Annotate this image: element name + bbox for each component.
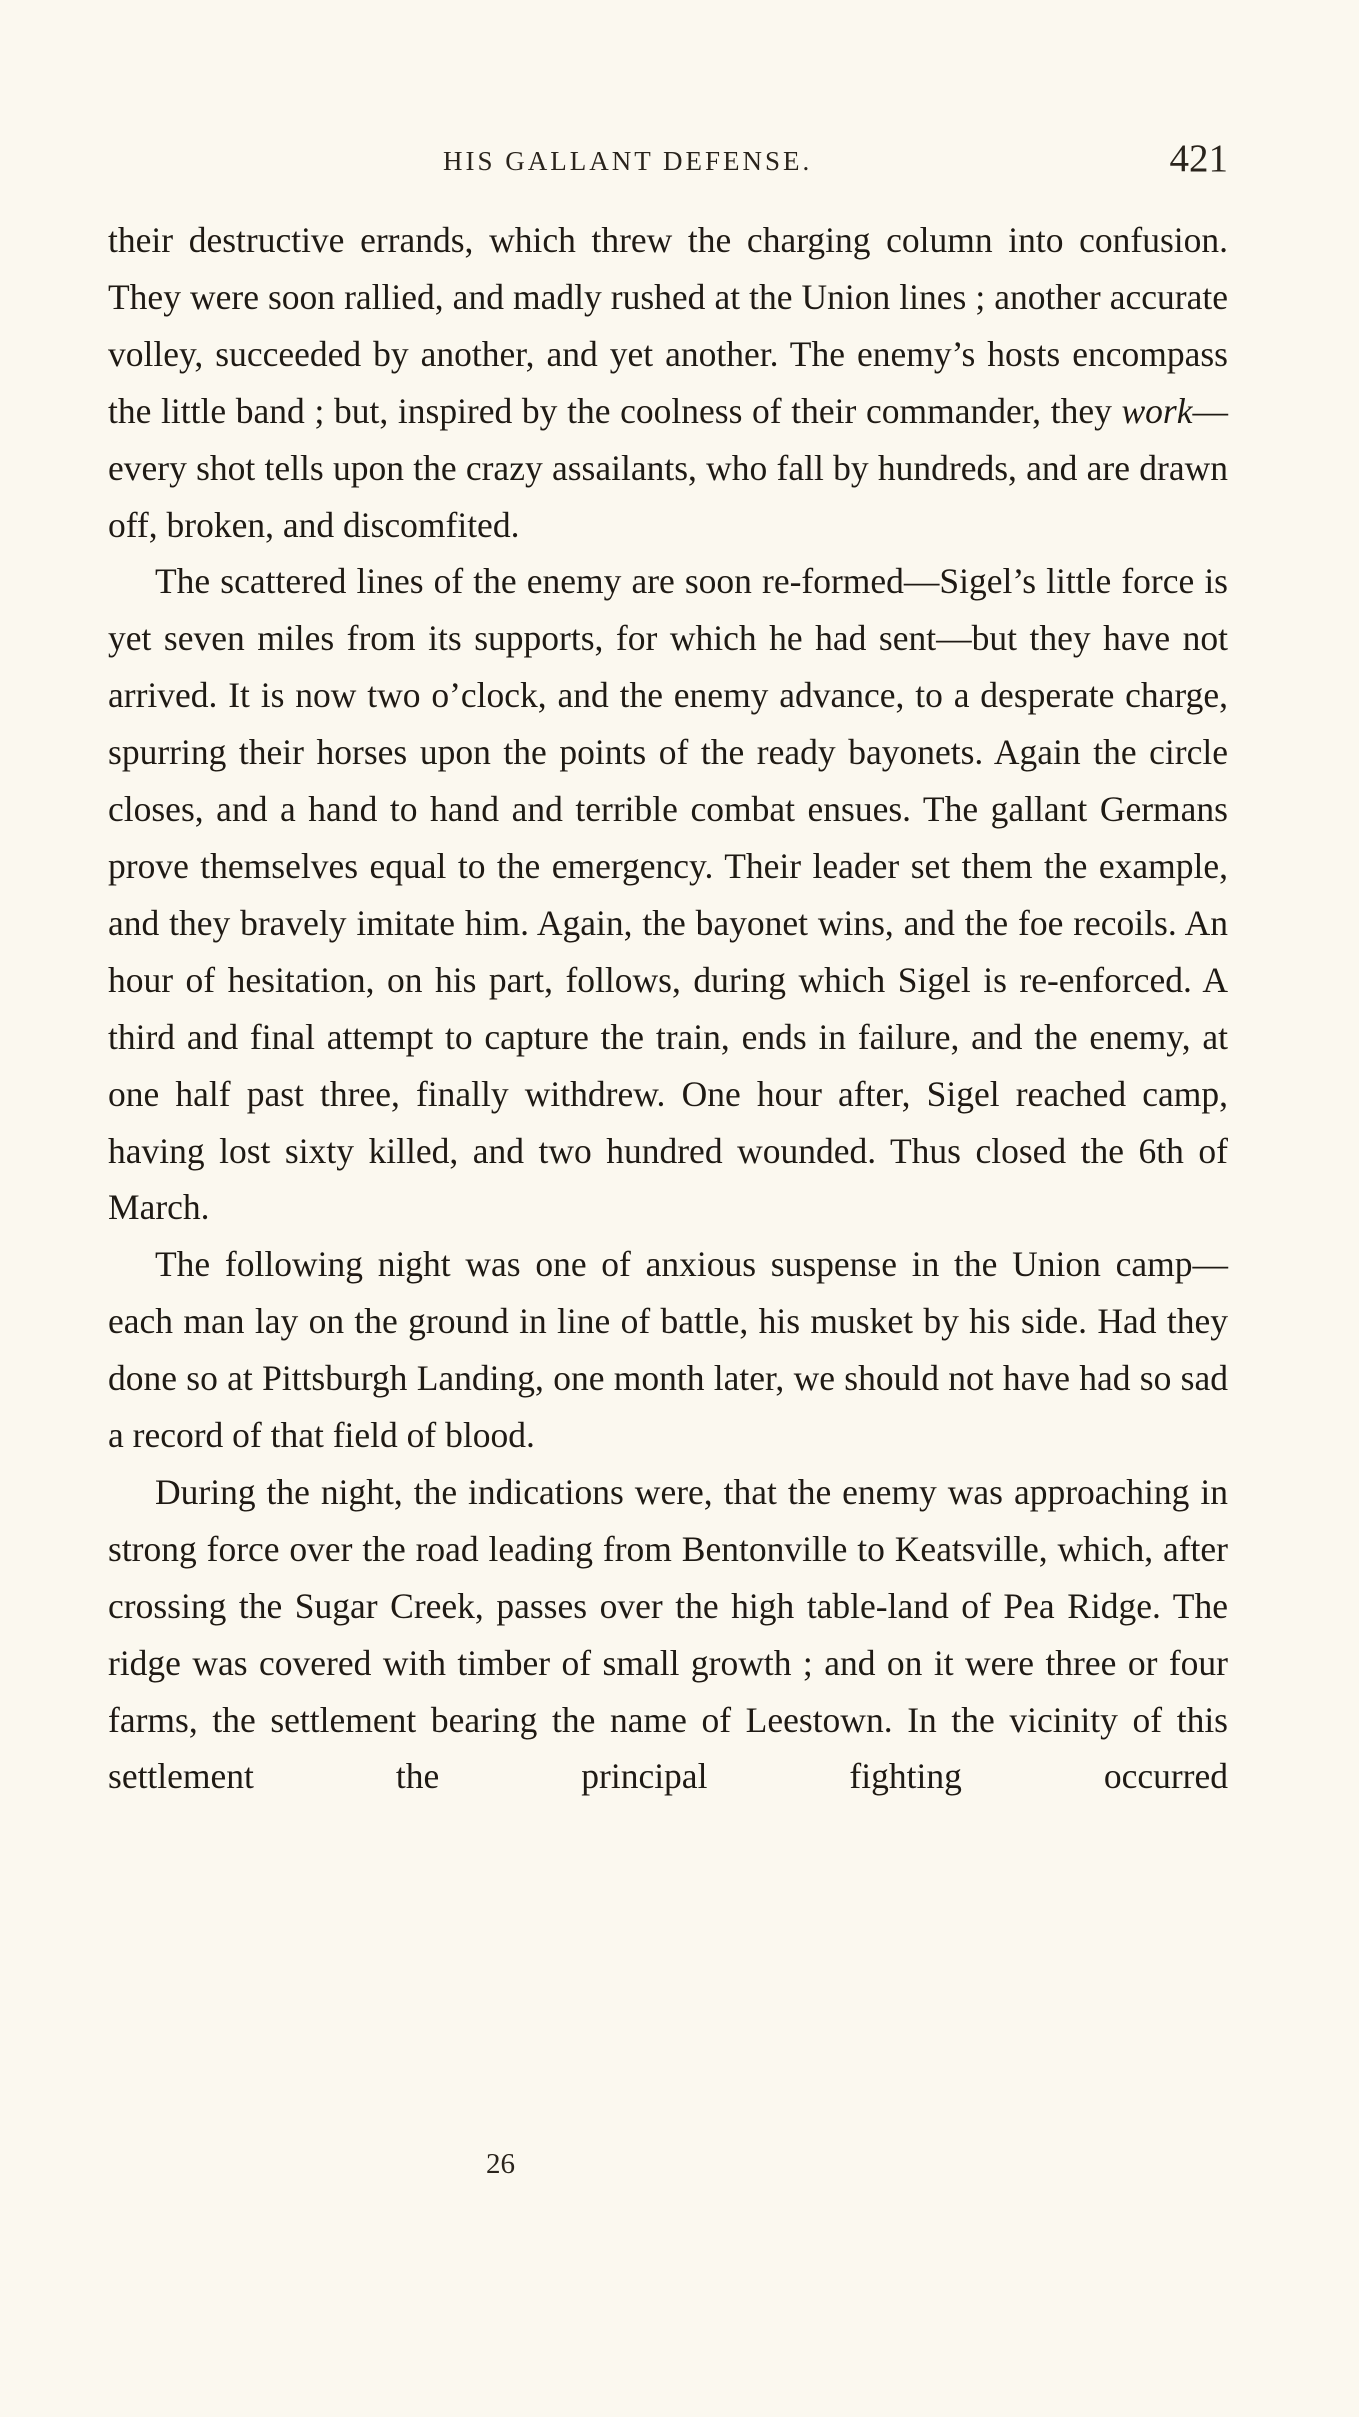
page-number: 421 [1169,137,1228,180]
paragraph-1 [108,212,1228,553]
paragraph-4: During the night, the indications were, that the enemy was approaching in strong force over the road leading from Bentonville to Keatsville, which, after crossing the Sugar Creek, passes over the high table-land of Pea Ridge. The ridge was covered with timber of small growth ; and on it were three or four farms, the settlement bearing the name of Leestown. In the vicinity of this settlement the principal fighting occurred [108,1471,1228,1797]
paragraph-1-emphasis: work [1121,390,1193,431]
paragraph-1-text-end: —every shot tells upon the crazy assailants, who fall by hundreds, and are drawn off, broken, and discomfited. [108,390,1228,545]
signature-mark: 26 [486,2148,515,2180]
paragraph-2: The scattered lines of the enemy are soon re-formed—Sigel’s little force is yet seven miles from its supports, for which he had sent—but they have not arrived. It is now two o’clock, and the enemy advance, to a desperate charge, spurring their horses upon the points of the ready bayonets. Again the circle closes, and a hand to hand and terrible combat ensues. The gallant Germans prove themselves equal to the emergency. Their leader set them the example, and they bravely imitate him. Again, the bayonet wins, and the foe recoils. An hour of hesitation, on his part, follows, during which Sigel is re-enforced. A third and final attempt to capture the train, ends in failure, and the enemy, at one half past three, finally withdrew. One hour after, Sigel reached camp, having lost sixty killed, and two hundred wounded. Thus closed the 6th of March. [108,561,1228,1228]
body-text [108,212,1228,1805]
running-title: HIS GALLANT DEFENSE. [443,146,813,176]
paragraph-1-text: their destructive errands, which threw the charging column into confusion. They were soon rallied, and madly rushed at the Union lines ; another accurate volley, succeeded by another, and yet another. The enemy’s hosts encompass the little band ; but, inspired by the coolness of their commander, they [108,220,1228,431]
running-head [108,136,1228,196]
paragraph-3: The following night was one of anxious suspense in the Union camp—each man lay on the ground in line of battle, his musket by his side. Had they done so at Pittsburgh Landing, one month later, we should not have had so sad a record of that field of blood. [108,1244,1228,1456]
